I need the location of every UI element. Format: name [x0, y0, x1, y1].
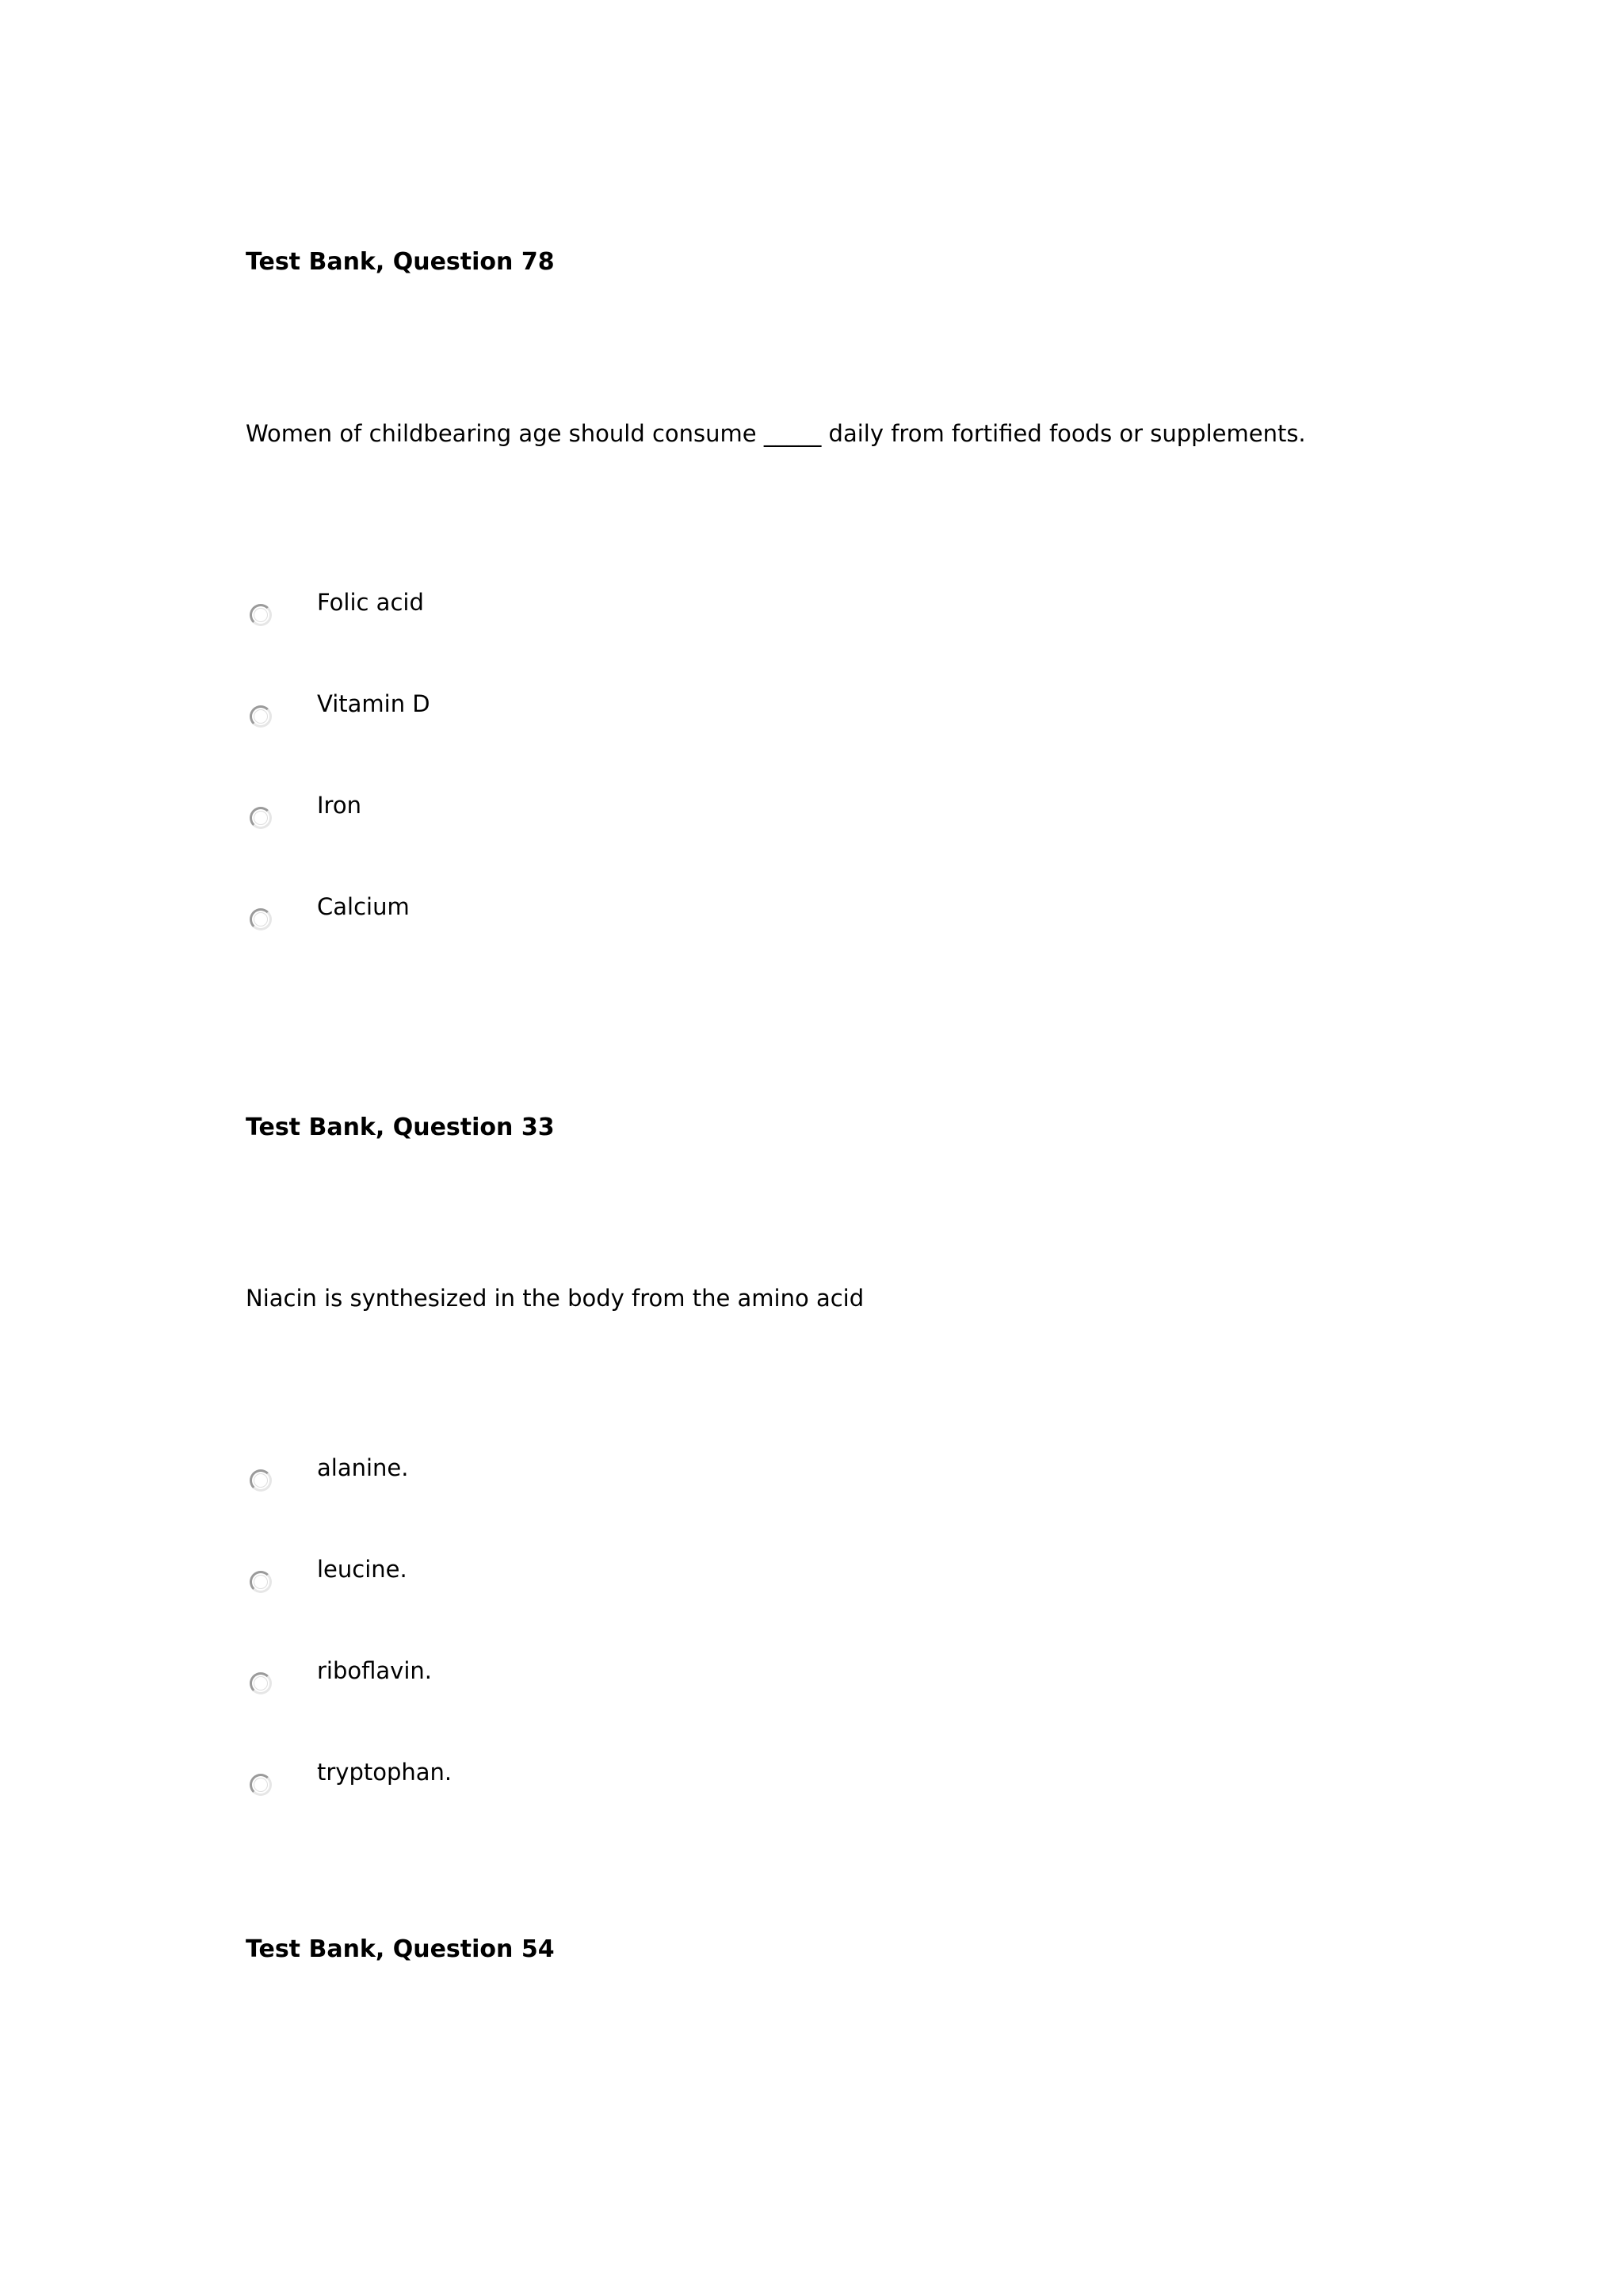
answer-option[interactable]	[246, 1655, 1197, 1702]
answer-option[interactable]	[246, 586, 1197, 634]
radio-button[interactable]	[250, 604, 272, 626]
radio-button[interactable]	[250, 1672, 272, 1694]
question-text: Women of childbearing age should consume _____ daily from fortified foods or supplements.	[246, 420, 1306, 447]
answer-option-label: tryptophan.	[317, 1759, 453, 1786]
radio-button[interactable]	[250, 1774, 272, 1796]
question-title: Test Bank, Question 33	[246, 1114, 555, 1141]
answer-option[interactable]	[246, 1553, 1197, 1601]
radio-button[interactable]	[250, 807, 272, 829]
answer-option[interactable]	[246, 1756, 1197, 1804]
question-title: Test Bank, Question 78	[246, 248, 555, 276]
answer-option[interactable]	[246, 1452, 1197, 1499]
answer-option-label: Vitamin D	[317, 690, 430, 717]
answer-option-label: Iron	[317, 792, 361, 819]
answer-option-label: riboflavin.	[317, 1657, 432, 1684]
question-text: Niacin is synthesized in the body from the amino acid	[246, 1285, 865, 1312]
radio-button[interactable]	[250, 1469, 272, 1492]
radio-button[interactable]	[250, 705, 272, 728]
answer-option[interactable]	[246, 789, 1197, 837]
question-title: Test Bank, Question 54	[246, 1935, 555, 1963]
answer-option-label: Folic acid	[317, 589, 424, 616]
answer-option-label: Calcium	[317, 893, 410, 920]
radio-button[interactable]	[250, 908, 272, 930]
answer-option-label: alanine.	[317, 1454, 409, 1481]
radio-button[interactable]	[250, 1571, 272, 1593]
answer-option-label: leucine.	[317, 1556, 407, 1583]
answer-option[interactable]	[246, 688, 1197, 735]
answer-option[interactable]	[246, 891, 1197, 938]
